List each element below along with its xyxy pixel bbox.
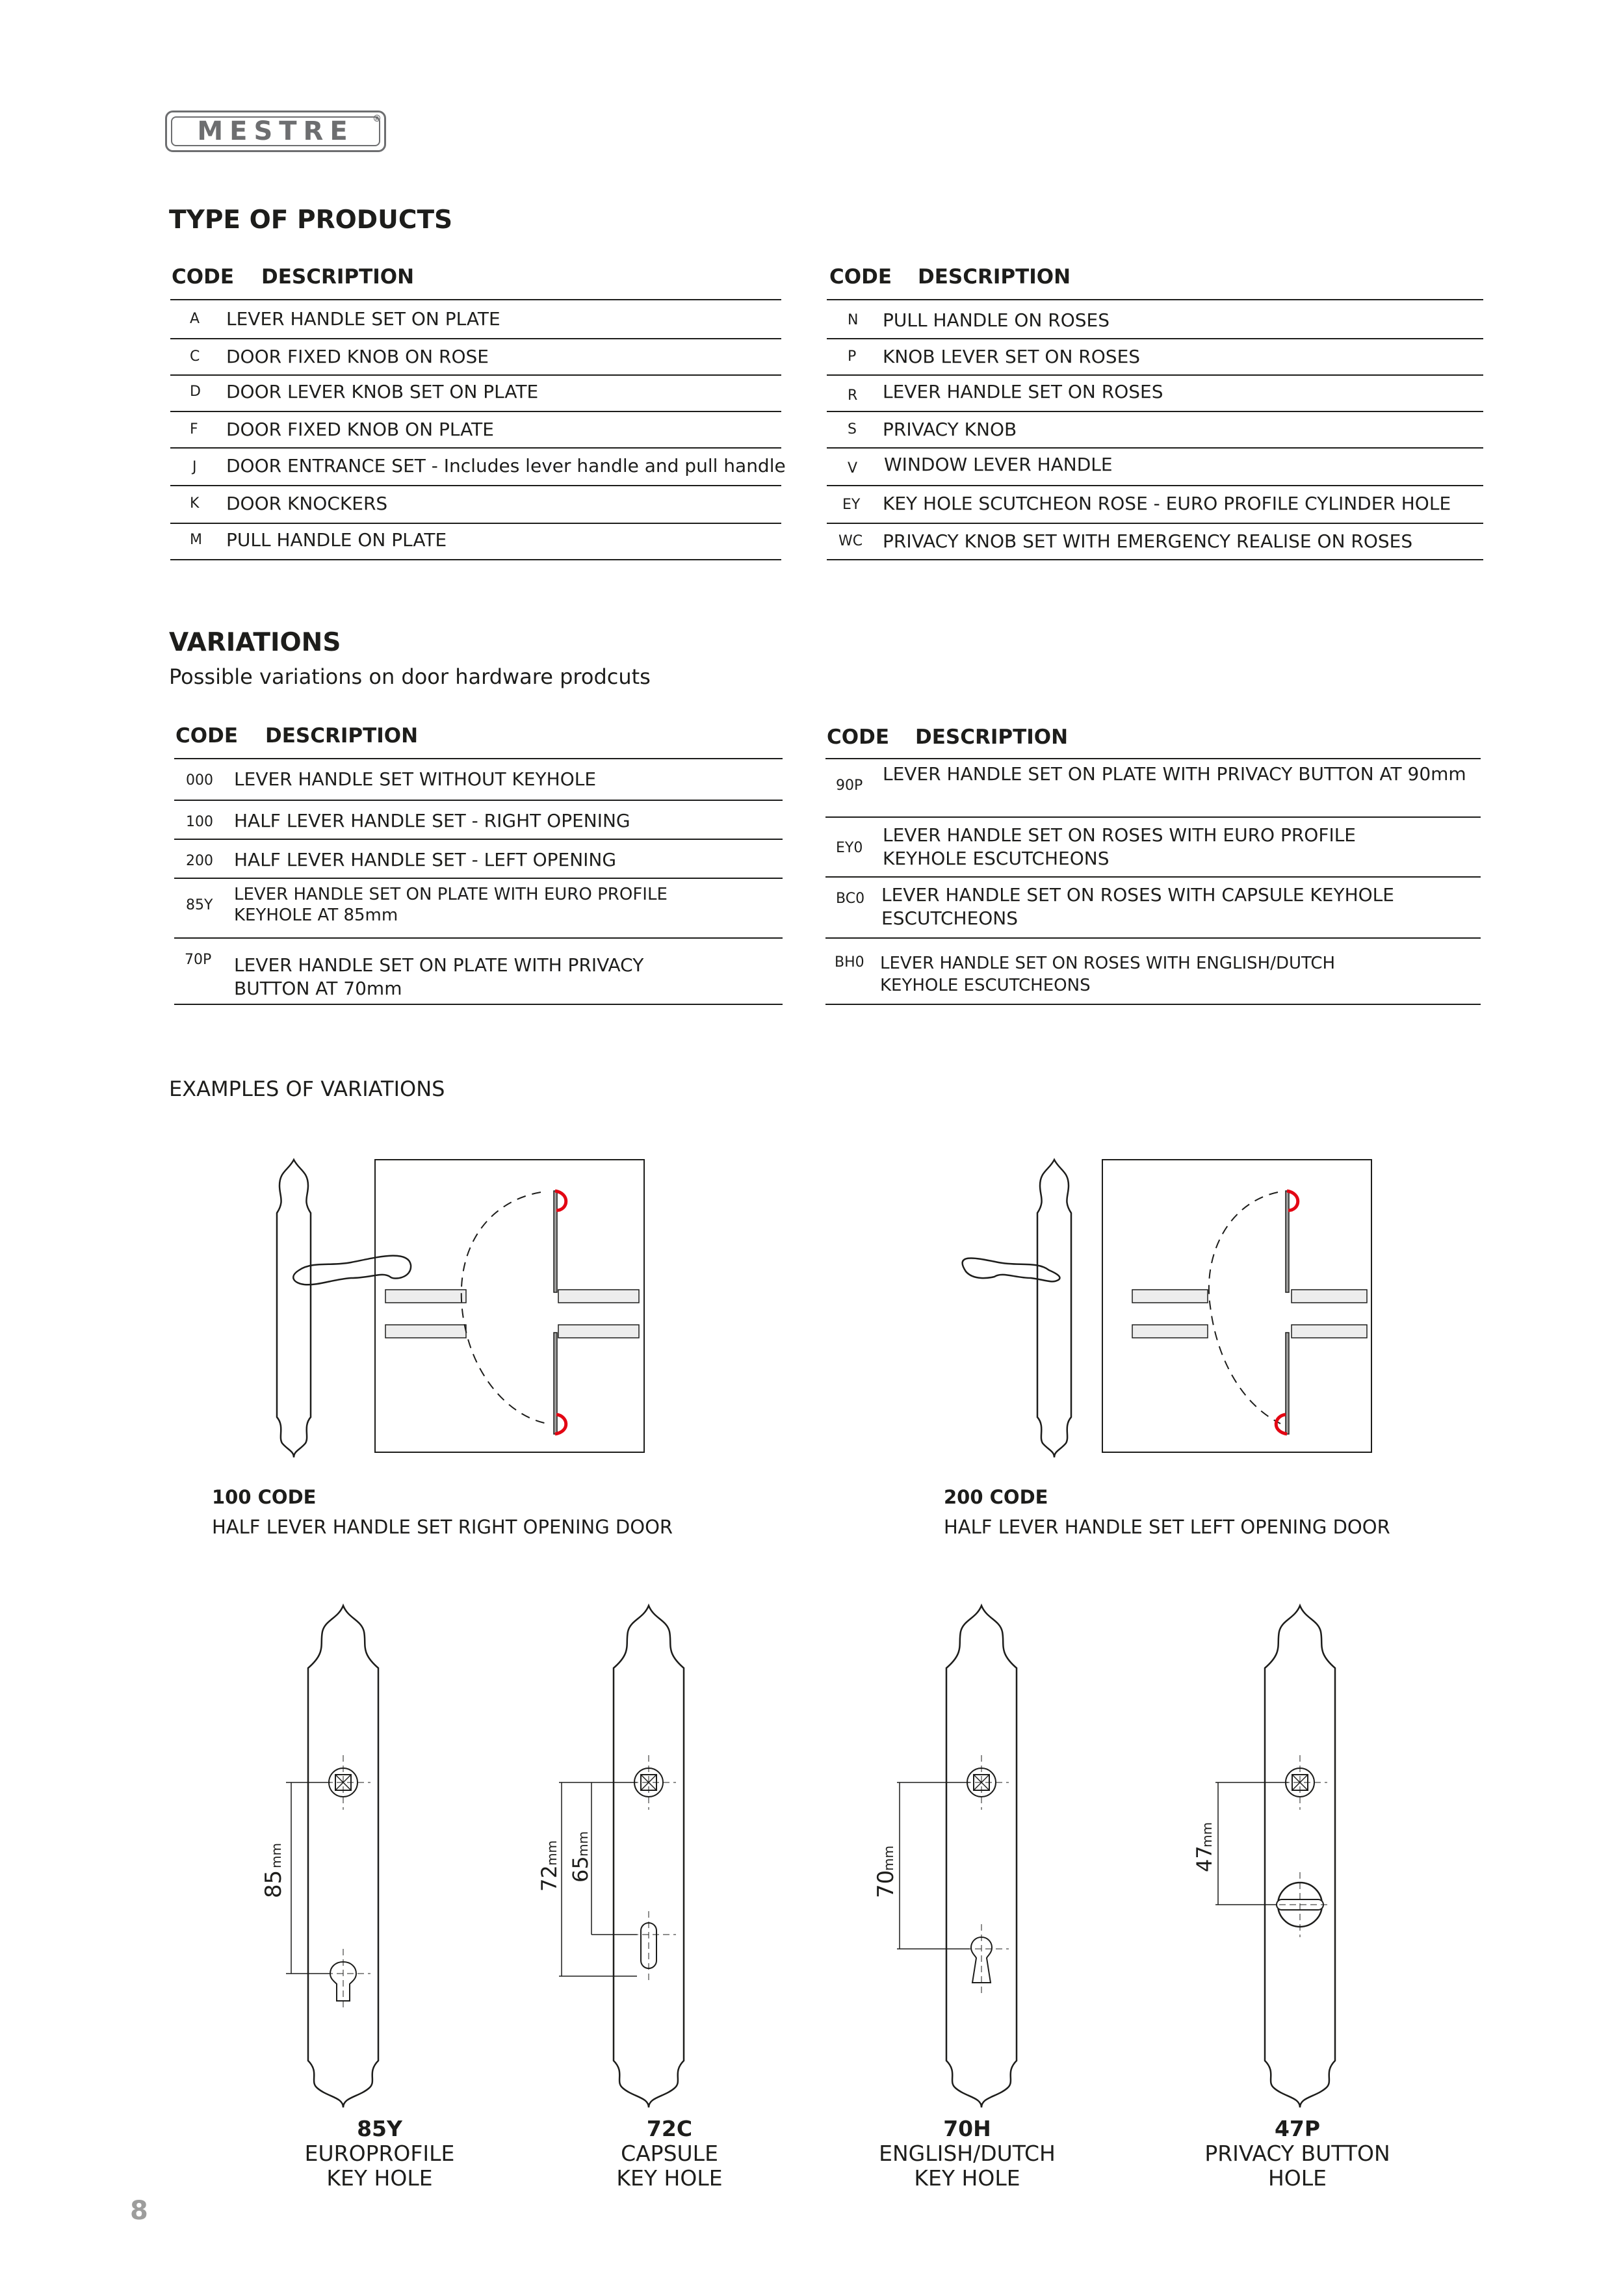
page-number: 8 bbox=[130, 2196, 148, 2226]
row-description: PULL HANDLE ON PLATE bbox=[226, 529, 447, 551]
row-description-line2: ESCUTCHEONS bbox=[881, 907, 1019, 929]
row-code: BC0 bbox=[836, 891, 865, 907]
row-description-line2: KEYHOLE AT 85mm bbox=[234, 906, 398, 925]
plate-line1: CAPSULE bbox=[621, 2141, 718, 2166]
row-code: 85Y bbox=[186, 897, 213, 913]
table-row bbox=[174, 939, 783, 1005]
plate-code: 70H bbox=[943, 2116, 991, 2141]
row-code: F bbox=[190, 421, 198, 437]
example-200-code: 200 CODE bbox=[944, 1486, 1048, 1508]
plate-code: 47P bbox=[1274, 2116, 1321, 2141]
table-row bbox=[827, 486, 1483, 524]
plate-line2: KEY HOLE bbox=[616, 2165, 723, 2191]
table-row bbox=[825, 818, 1481, 878]
header-code: CODE bbox=[829, 265, 892, 289]
center-lines bbox=[316, 1949, 370, 2009]
dimension-unit: mm bbox=[881, 1846, 896, 1871]
row-code: 200 bbox=[186, 853, 213, 869]
row-code: J bbox=[192, 459, 197, 475]
swing-arc bbox=[461, 1192, 547, 1424]
table-row bbox=[174, 759, 783, 801]
row-description: DOOR ENTRANCE SET - Includes lever handle and pull handle bbox=[226, 455, 786, 476]
backplate-outline bbox=[308, 1606, 378, 2107]
plate-code: 85Y bbox=[357, 2116, 402, 2141]
plate-line1: PRIVACY BUTTON bbox=[1204, 2141, 1390, 2166]
row-description-line2: BUTTON AT 70mm bbox=[234, 978, 402, 999]
swing-arc bbox=[1209, 1192, 1280, 1424]
dimension-value: 85 bbox=[261, 1870, 287, 1898]
header-description: DESCRIPTION bbox=[265, 724, 419, 748]
table-row bbox=[170, 339, 781, 376]
table-row bbox=[170, 449, 786, 486]
row-description-line1: LEVER HANDLE SET ON PLATE WITH EURO PROFILE bbox=[234, 885, 668, 904]
row-description: KNOB LEVER SET ON ROSES bbox=[883, 346, 1141, 367]
registered-mark: ® bbox=[372, 114, 388, 124]
plate-72c-label bbox=[552, 2117, 786, 2191]
row-code: R bbox=[848, 387, 858, 404]
row-code: WC bbox=[838, 533, 863, 549]
example-100-caption: HALF LEVER HANDLE SET RIGHT OPENING DOOR bbox=[212, 1516, 673, 1538]
row-code: 000 bbox=[186, 772, 213, 789]
dimension-value: 47 bbox=[1192, 1846, 1217, 1872]
row-description: LEVER HANDLE SET ON ROSES bbox=[883, 381, 1163, 402]
row-description-line2: KEYHOLE ESCUTCHEONS bbox=[883, 848, 1110, 869]
row-description: LEVER HANDLE SET ON PLATE bbox=[226, 308, 500, 330]
table-row bbox=[827, 302, 1483, 339]
example-200-caption: HALF LEVER HANDLE SET LEFT OPENING DOOR bbox=[944, 1516, 1390, 1538]
dimension-unit: mm bbox=[1199, 1822, 1215, 1847]
plate-70h-diagram bbox=[864, 1593, 1020, 2113]
door-leaves bbox=[1132, 1191, 1367, 1434]
plate-47p-diagram bbox=[1170, 1593, 1339, 2113]
row-description-line1: LEVER HANDLE SET ON ROSES WITH CAPSULE KEYHOLE bbox=[881, 884, 1394, 906]
dimension-value: 65 bbox=[568, 1856, 593, 1883]
example-100-code: 100 CODE bbox=[212, 1486, 317, 1508]
table-row bbox=[825, 939, 1481, 1005]
row-code: P bbox=[848, 348, 857, 365]
header-description: DESCRIPTION bbox=[261, 265, 415, 289]
row-code: EY0 bbox=[836, 840, 863, 856]
table-row bbox=[174, 840, 783, 879]
table-header-rule bbox=[170, 299, 781, 300]
header-description: DESCRIPTION bbox=[918, 265, 1071, 289]
plate-85y-label bbox=[263, 2117, 497, 2191]
table-row bbox=[827, 412, 1483, 449]
row-code: S bbox=[848, 421, 857, 437]
row-description-line1: LEVER HANDLE SET ON PLATE WITH PRIVACY bbox=[234, 954, 644, 976]
plate-line2: KEY HOLE bbox=[914, 2165, 1020, 2191]
plate-line2: KEY HOLE bbox=[326, 2165, 433, 2191]
table-row bbox=[170, 524, 781, 560]
table-row bbox=[827, 449, 1483, 486]
row-code: V bbox=[848, 460, 858, 476]
row-code: A bbox=[190, 311, 200, 327]
header-description: DESCRIPTION bbox=[915, 725, 1069, 749]
table-row bbox=[170, 302, 781, 339]
row-description: DOOR LEVER KNOB SET ON PLATE bbox=[226, 381, 539, 402]
row-code: BH0 bbox=[835, 954, 864, 971]
table-row bbox=[825, 878, 1481, 939]
row-description-line1: LEVER HANDLE SET ON ROSES WITH ENGLISH/DUTCH bbox=[880, 954, 1336, 973]
right-opening-door-diagram bbox=[260, 1151, 663, 1463]
plate-47p-label bbox=[1180, 2117, 1414, 2191]
table-row bbox=[827, 524, 1483, 560]
row-description: HALF LEVER HANDLE SET - LEFT OPENING bbox=[234, 849, 617, 870]
plate-line2: HOLE bbox=[1267, 2165, 1327, 2191]
lever-plate-drawing bbox=[963, 1160, 1071, 1457]
row-description: HALF LEVER HANDLE SET - RIGHT OPENING bbox=[234, 810, 630, 831]
table-row bbox=[170, 486, 781, 524]
brand-name: MESTRE bbox=[197, 116, 354, 146]
types-title: TYPE OF PRODUCTS bbox=[169, 205, 453, 235]
row-code: K bbox=[190, 495, 200, 512]
center-lines bbox=[621, 1911, 676, 1981]
table-header-rule bbox=[827, 299, 1483, 300]
dimension-line bbox=[897, 1782, 970, 1949]
row-code: 100 bbox=[186, 814, 213, 830]
row-code: M bbox=[190, 532, 202, 548]
row-code: C bbox=[190, 348, 200, 365]
row-description: DOOR KNOCKERS bbox=[226, 493, 388, 514]
header-code: CODE bbox=[175, 724, 239, 748]
plate-line1: EUROPROFILE bbox=[304, 2141, 455, 2166]
dimension-line bbox=[1215, 1782, 1288, 1905]
row-description-line1: LEVER HANDLE SET ON ROSES WITH EURO PROFILE bbox=[883, 824, 1356, 846]
dimension-unit: mm bbox=[575, 1831, 591, 1857]
door-leaves bbox=[385, 1191, 639, 1434]
plate-70h-label bbox=[850, 2117, 1084, 2191]
row-description: PRIVACY KNOB bbox=[883, 419, 1017, 440]
types-table-left bbox=[170, 265, 786, 564]
row-description: PULL HANDLE ON ROSES bbox=[883, 309, 1110, 331]
row-description: KEY HOLE SCUTCHEON ROSE - EURO PROFILE CYLINDER HOLE bbox=[883, 493, 1451, 514]
variations-title: VARIATIONS bbox=[169, 628, 341, 657]
row-description: WINDOW LEVER HANDLE bbox=[884, 454, 1113, 475]
table-row bbox=[170, 376, 781, 412]
row-code: 70P bbox=[185, 952, 212, 968]
examples-title: EXAMPLES OF VARIATIONS bbox=[169, 1076, 445, 1101]
door-frame bbox=[1102, 1160, 1371, 1452]
table-row bbox=[827, 339, 1483, 376]
table-row bbox=[174, 801, 783, 840]
left-opening-door-diagram bbox=[955, 1151, 1384, 1463]
plate-line1: ENGLISH/DUTCH bbox=[879, 2141, 1056, 2166]
row-description: LEVER HANDLE SET ON PLATE WITH PRIVACY BUTTON AT 90mm bbox=[883, 763, 1466, 785]
variations-table-left bbox=[174, 724, 783, 1010]
dimension-unit: mm bbox=[544, 1840, 560, 1866]
row-code: N bbox=[848, 312, 859, 328]
plate-72c-diagram bbox=[533, 1593, 689, 2113]
dimension-value: 72 bbox=[537, 1865, 562, 1892]
row-description-line2: KEYHOLE ESCUTCHEONS bbox=[880, 976, 1091, 995]
row-description: DOOR FIXED KNOB ON ROSE bbox=[226, 346, 489, 367]
header-code: CODE bbox=[172, 265, 235, 289]
backplate-outline bbox=[946, 1606, 1017, 2107]
row-code: D bbox=[190, 384, 201, 400]
plate-85y-diagram bbox=[247, 1593, 403, 2113]
types-table-right bbox=[827, 265, 1483, 564]
brand-logo bbox=[165, 111, 386, 152]
dimension-value: 70 bbox=[873, 1870, 899, 1898]
table-row bbox=[170, 412, 781, 449]
header-code: CODE bbox=[827, 725, 890, 749]
table-row bbox=[174, 879, 783, 939]
backplate-outline bbox=[614, 1606, 684, 2107]
row-code: EY bbox=[842, 497, 861, 513]
row-description: LEVER HANDLE SET WITHOUT KEYHOLE bbox=[234, 768, 597, 790]
table-row bbox=[825, 759, 1481, 818]
backplate-outline bbox=[1265, 1606, 1335, 2107]
plate-code: 72C bbox=[646, 2116, 693, 2141]
center-lines bbox=[954, 1924, 1009, 1996]
table-row bbox=[827, 376, 1483, 412]
variations-subtitle: Possible variations on door hardware prodcuts bbox=[169, 664, 651, 689]
variations-table-right bbox=[825, 724, 1481, 1010]
dimension-unit: mm bbox=[268, 1843, 284, 1868]
row-description: DOOR FIXED KNOB ON PLATE bbox=[226, 419, 494, 440]
row-description: PRIVACY KNOB SET WITH EMERGENCY REALISE ON ROSES bbox=[883, 530, 1413, 552]
row-code: 90P bbox=[836, 777, 863, 794]
lever-plate-drawing bbox=[277, 1160, 411, 1457]
